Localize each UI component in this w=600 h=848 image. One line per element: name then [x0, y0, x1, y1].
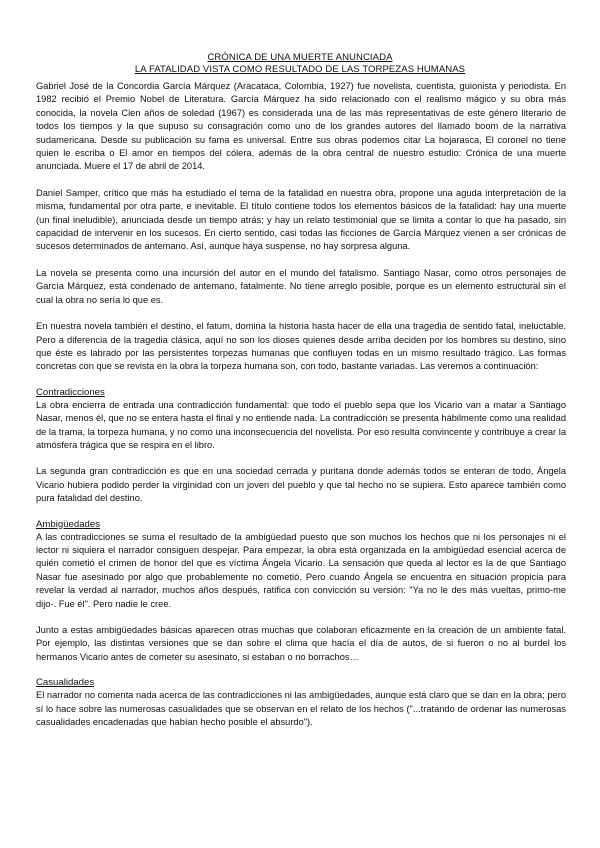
paragraph-fatalism: La novela se presenta como una incursión del autor en el mundo del fatalismo. Santiago Nasar, como otros personajes de García Márquez, está condenado de antemano, fatalmente. No tiene arreglo posible, porque es un elemento estructural sin el cual la obra no sería lo que es.: [36, 267, 566, 305]
section-heading-casualidades: Casualidades: [36, 677, 95, 689]
section-heading-contradicciones: Contradicciones: [36, 386, 105, 398]
paragraph-destino: En nuestra novela también el destino, el fatum, domina la historia hasta hacer de ella una tragedia de sentido fatal, ineluctable. Pero a diferencia de la tragedia clásica, aquí no son los dioses quienes desde arriba deciden por los hombres su destino, sino que éste es labrado por las persistentes torpezas humanas que confluyen todas en un mismo resultado trágico. Las formas concretas con que se revista en la obra la torpeza humana son, con todo, bastante variadas. Las veremos a continuación:: [36, 321, 566, 372]
paragraph-samper: Daniel Samper, crítico que más ha estudiado el tema de la fatalidad en nuestra obra, propone una aguda interpretación de la misma, fundamental por otra parte, e inevitable. El título contiene todos los elementos básicos de la fatalidad: hay una muerte (un final ineludible), anunciada desde un tiempo atrás; y hay un relato testimonial que se limita a contar lo que ha pasado, sin capacidad de intervenir en los sucesos. En cierto sentido, casi todas las ficciones de García Márquez vienen a ser crónicas de sucesos determinados de antemano. Así, aunque haya suspense, no hay sorpresa alguna.: [36, 187, 566, 252]
title-line-2: LA FATALIDAD VISTA COMO RESULTADO DE LAS TORPEZAS HUMANAS: [134, 64, 466, 75]
section-heading-ambiguedades: Ambigüedades: [36, 518, 101, 530]
paragraph-contradiccion-2: La segunda gran contradicción es que en una sociedad cerrada y puritana donde además todos se enteran de todo, Ángela Vicario hubiera podido perder la virginidad con un joven del pueblo y que tal hecho no se supiera. Esto aparece también como pura fatalidad del destino.: [36, 466, 566, 504]
paragraph-biography: Gabriel José de la Concordia García Márquez (Aracataca, Colombia, 1927) fue novelista, cuentista, guionista y periodista. En 1982 recibió el Premio Nobel de Literatura. García Márquez ha sido relacionado con el realismo mágico y su obra más conocida, la novela Cien años de soledad (1967) es considerada una de las más representativas de este género literario de todos los tiempos y la que supuso su consagración como uno de los grandes autores del llamado boom de la narrativa sudamericana. Desde su publicación su fama es universal. Entre sus obras podemos citar La hojarasca, El coronel no tiene quien le escriba o El amor en tiempos del cólera, además de la obra central de nuestro estudio: Crónica de una muerte anunciada. Muere el 17 de abril de 2014.: [36, 81, 566, 172]
document-title: [0, 52, 600, 76]
title-line-1: CRÓNICA DE UNA MUERTE ANUNCIADA: [207, 52, 393, 63]
paragraph-ambiguedad-2: Junto a estas ambigüedades básicas aparecen otras muchas que colaboran eficazmente en la creación de un ambiente fatal. Por ejemplo, las distintas versiones que se dan sobre el clima que hacía el día de autos, de si fueron o no al burdel los hermanos Vicario antes de cometer su asesinato, si estaban o no borrachos…: [36, 625, 566, 662]
paragraph-casualidad-1: El narrador no comenta nada acerca de las contradicciones ni las ambigüedades, aunque está claro que se dan en la obra; pero sí lo hace sobre las numerosas casualidades que se observan en el relato de los hechos ("...tratando de ordenar las numerosas casualidades encadenadas que habían hecho posible el absurdo").: [36, 690, 566, 728]
paragraph-ambiguedad-1: A las contradicciones se suma el resultado de la ambigüedad puesto que son muchos los hechos que ni los personajes ni el lector ni siquiera el narrador consiguen despejar. Para empezar, la obra está organizada en la ambigüedad esencial acerca de quién cometió el crimen de honor del que es víctima Ángela Vicario. La sensación que queda al lector es la de que Santiago Nasar fue asesinado por algo que probablemente no cometió. Pero cuando Ángela se encuentra en situación propicia para revelar la verdad al narrador, muchos años después, ratifica con convicción su versión: "Ya no le des más vueltas, primo-me dijo-. Fue él". Pero nadie le cree.: [36, 531, 566, 609]
document-body: [36, 80, 566, 742]
paragraph-contradiccion-1: La obra encierra de entrada una contradicción fundamental: que todo el pueblo sepa que los Vicario van a matar a Santiago Nasar, menos él, que no se entera hasta el final y no entiende nada. La contradicción se presenta hábilmente como una realidad de la trama, la torpeza humana, y no como una inconsecuencia del novelista. Por eso resulta convincente y contribuye a crear la atmósfera trágica que se respira en el libro.: [36, 399, 566, 450]
